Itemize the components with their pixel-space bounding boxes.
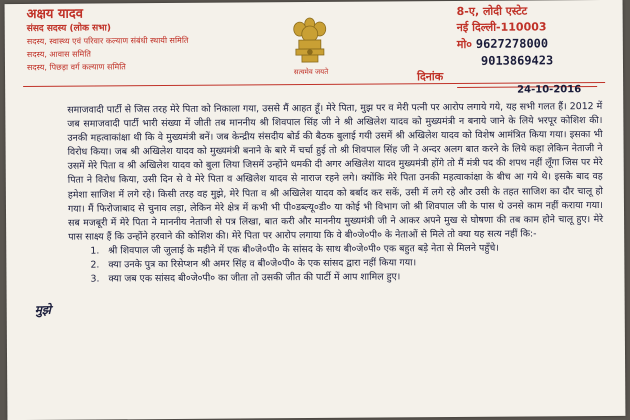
date-label: दिनांक (417, 70, 444, 84)
address-line-1: 8-ए, लोदी एस्टेट (456, 4, 528, 19)
national-emblem-icon (288, 16, 332, 68)
sender-name: अक्षय यादव (26, 6, 84, 23)
letter-body (67, 100, 603, 287)
mobile-number-2: 9013869423 (480, 53, 554, 68)
committee-1: सदस्य, स्वास्थ्य एवं परिवार कल्याण संबंधी स्थायी समिति (26, 35, 189, 47)
point-3: 3. क्या जब एक सांसद बी०जे०पी० का जीता तो उसकी जीत की पार्टी में आप शामिल हुए। (102, 269, 603, 287)
letter-paragraph: समाजवादी पार्टी से जिस तरह मेरे पिता को निकाला गया, उससे मैं आहत हूँ। मेरे पिता, मुझ पर व मेरी पत्नी पर आरोप लगाये गये, यह सभी गलत हैं। 2012 में जब समाजवादी पार्टी भारी संख्या में जीती तब माननीय श्री शिवपाल सिंह जी ने श्री अखिलेश यादव को मुख्यमंत्री न बनाये जाने के लिये भरपूर कोशिश की। उनकी महत्वाकांक्षा थी कि वे मुख्यमंत्री बनें। जब केन्द्रीय संसदीय बोर्ड की बैठक बुलाई गयी उसमें श्री अखिलेश यादव को विशेष आमंत्रित किया गया। इसका भी विरोध किया। जब श्री अखिलेश यादव को मुख्यमंत्री बनाने के बारे में चर्चा हुई तो श्री शिवपाल सिंह जी ने अन्दर अलग बात करने के लिये कहा लेकिन नेताजी ने उसमें मेरे पिता व श्री अखिलेश यादव को बुला लिया जिसमें उन्होंने धमकी दी अगर अखिलेश यादव मुख्यमंत्री होंगे तो मैं मंत्री पद की शपथ नहीं लूँगा जिस पर मेरे पिता ने विरोध किया, उसी दिन से वे मेरे पिता व अखिलेश यादव से नाराज रहने लगे। क्योंकि मेरे पिता उनकी महत्वाकांक्षा के बीच आ गये थे। इसके बाद वह हमेशा साजिश में लगे रहे। किसी तरह वह मुझे, मेरे पिता व श्री अखिलेश यादव को बर्बाद कर सकें, उसी में लगे रहे और उसी के तहत साजिश का दौर चालू हो गया। मैं फिरोजाबाद से चुनाव लड़ा, लेकिन मेरे क्षेत्र में कभी भी पी०डब्ल्यू०डी० या कोई भी विभाग जो श्री शिवपाल जी के पास थे उनसे काम नहीं कराया गया। सब मजबूरी में मेरे पिता ने माननीय नेताजी से पत्र लिखा, बात करी और माननीय मुख्यमंत्री जी ने आकर अपने मुख से घोषणा की तब काम होने चालू हुए। मेरे पास साक्ष्य हैं कि उन्होंने हरवाने की कोशिश की। मेरे पिता पर आरोप लगाया कि वे बी०जे०पी० के नेताओं से मिले तो क्या यह सत्य नहीं कि:- (67, 100, 604, 243)
mobile-prefix: मो० (456, 37, 473, 52)
committee-2: सदस्य, आवास समिति (26, 49, 91, 60)
committee-3: सदस्य, पिछड़ा वर्ग कल्याण समिति (26, 62, 126, 73)
points-list (68, 241, 603, 287)
sender-block (27, 6, 189, 74)
mobile-number-1: 9627278000 (475, 36, 549, 51)
contact-block (457, 3, 597, 70)
margin-handwritten-note: मुझे (34, 302, 51, 317)
letter-page (5, 0, 626, 420)
address-line-2: नई दिल्ली-110003 (456, 20, 547, 35)
emblem-caption: सत्यमेव जयते (293, 67, 329, 77)
point-2: 2. क्या उनके पुत्र का रिसेप्शन श्री अमर सिंह व बी०जे०पी० के एक सांसद द्वारा नहीं किया गया। (102, 255, 603, 273)
date-value: 24-10-2016 (517, 84, 582, 96)
sender-post: संसद सदस्य (लोक सभा) (26, 23, 112, 35)
point-1: 1. श्री शिवपाल जी जुलाई के महीने में एक बी०जे०पी० के सांसद के साथ बी०जे०पी० एक बहुत बड़े नेता से मिलने पहुँचे। (102, 241, 603, 259)
